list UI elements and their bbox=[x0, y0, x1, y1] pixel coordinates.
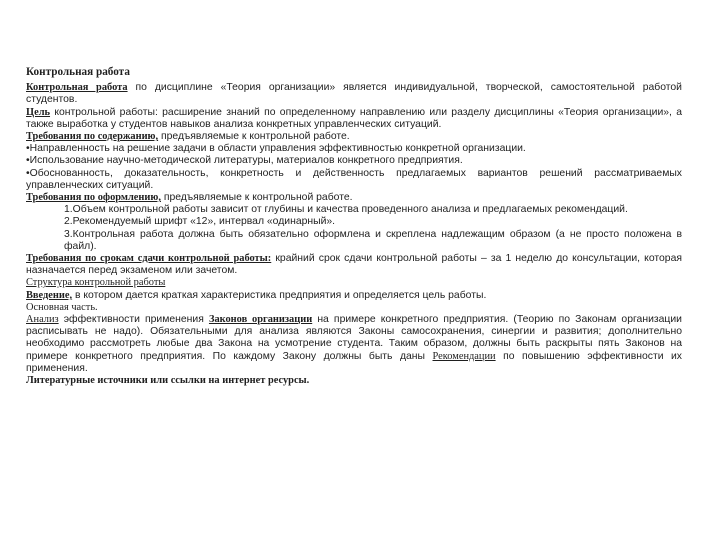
paragraph-text: контрольной работы: расширение знаний по определенному направлению или разделу дисциплины «Теория организации», а также выработка у студентов навыков анализа конкретных управленческих ситуаций. bbox=[26, 106, 682, 130]
term-goal: Цель bbox=[26, 106, 51, 118]
term-kontrolnaya-rabota: Контрольная работа bbox=[26, 82, 128, 94]
term-deadline: Требования по срокам сдачи контрольной работы: bbox=[26, 253, 272, 265]
term-format-requirements: Требования по оформлению, bbox=[26, 192, 161, 204]
term-recommendations: Рекомендации bbox=[432, 350, 496, 362]
bullet-item: •Направленность на решение задачи в области управления эффективностью конкретной организации. bbox=[26, 143, 526, 155]
paragraph-text: по дисциплине «Теория организации» является индивидуальной, творческой, самостоятельной работой студентов. bbox=[26, 82, 682, 106]
paragraph-introduction bbox=[26, 290, 682, 302]
structure-heading: Структура контрольной работы bbox=[26, 277, 166, 289]
paragraph-content-requirements bbox=[26, 131, 682, 143]
paragraph-text: на примере конкретного предприятия. (Теорию по Законам организации расписывать не надо). Обязательными для анализа являются Законы самосохранения, синергии и развития; дополнительно необходимо рассмотреть любые два Закона на усмотрение студента. Таким образом, должны быть раскрыты пять Законов на примере конкретного предприятия. По каждому Закону должны быть даны bbox=[26, 314, 682, 362]
term-laws: Законов организации bbox=[208, 314, 313, 326]
document-page bbox=[26, 66, 682, 387]
paragraph-text: предъявляемые к контрольной работе. bbox=[160, 192, 353, 204]
paragraph-definition bbox=[26, 82, 682, 106]
term-content-requirements: Требования по содержанию, bbox=[26, 131, 159, 143]
bullet-item: •Использование научно-методической литературы, материалов конкретного предприятия. bbox=[26, 155, 463, 167]
paragraph-text: предъявляемые к контрольной работе. bbox=[158, 131, 350, 143]
paragraph-text: эффективности применения bbox=[58, 314, 209, 326]
paragraph-format-requirements bbox=[26, 192, 682, 204]
numbered-item: 2.Рекомендуемый шрифт «12», интервал «одинарный». bbox=[64, 216, 336, 228]
main-part-label: Основная часть. bbox=[26, 301, 98, 313]
numbered-item: 3.Контрольная работа должна быть обязательно оформлена и скреплена надлежащим образом (а не просто положена в файл). bbox=[64, 228, 682, 252]
term-introduction: Введение, bbox=[26, 289, 73, 301]
paragraph-goal bbox=[26, 107, 682, 131]
paragraph-deadline bbox=[26, 253, 682, 277]
paragraph-text: по повышению эффективности их применения. bbox=[26, 350, 682, 374]
paragraph-text: крайний срок сдачи контрольной работы – за 1 неделю до консультации, которая назначается перед экзаменом или зачетом. bbox=[26, 253, 682, 277]
references-line: Литературные источники или ссылки на интернет ресурсы. bbox=[26, 375, 310, 387]
bullet-item: •Обоснованность, доказательность, конкретность и действенность предлагаемых вариантов решений рассматриваемых управленческих ситуаций. bbox=[26, 167, 682, 191]
paragraph-analysis bbox=[26, 314, 682, 375]
paragraph-text: в котором дается краткая характеристика предприятия и определяется цель работы. bbox=[72, 289, 487, 301]
term-analysis: Анализ bbox=[26, 314, 59, 326]
document-title: Контрольная работа bbox=[26, 66, 130, 78]
numbered-item: 1.Объем контрольной работы зависит от глубины и качества проведенного анализа и предлагаемых рекомендаций. bbox=[64, 204, 628, 216]
